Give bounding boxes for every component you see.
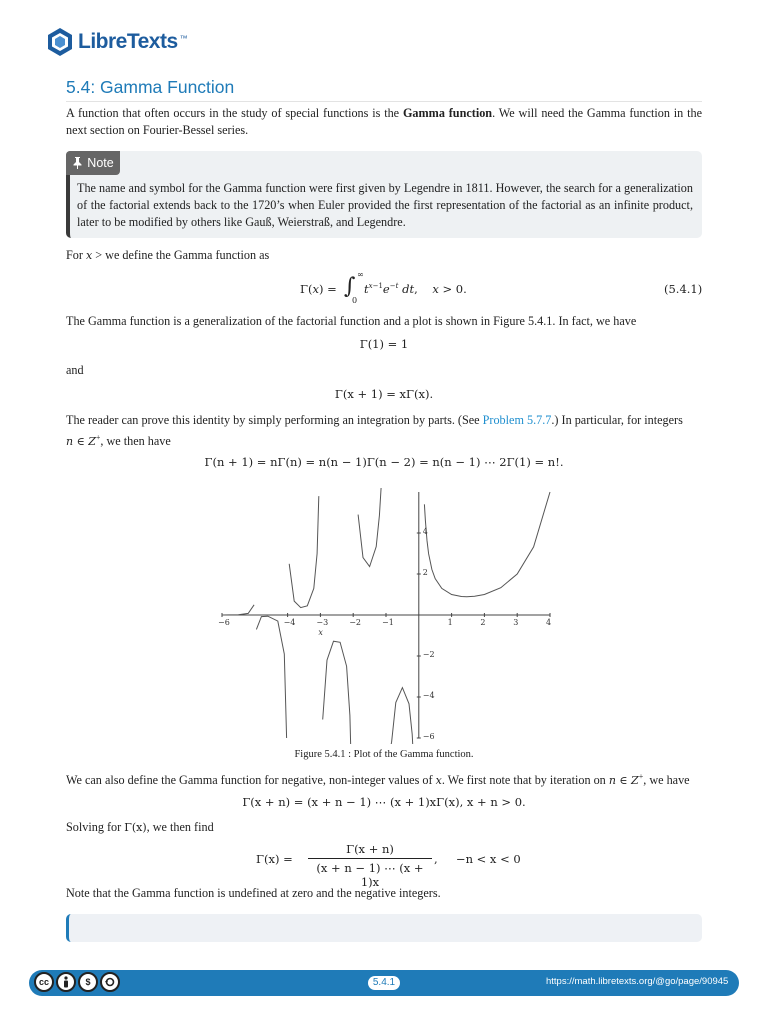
- note-text: The name and symbol for the Gamma function were first given by Legendre in 1811. However, the search for a generalization of the factorial extends back to the 1720’s when Euler provided the first representation of the factorial as an infinite product, later to be modified by others like Gauß, Weierstraß, and Legendre.: [77, 181, 693, 229]
- problem-link[interactable]: Problem 5.7.7: [482, 413, 552, 427]
- page-title: 5.4: Gamma Function: [66, 77, 235, 97]
- equation-recurrence: Γ(x + 1) = xΓ(x).: [334, 387, 434, 401]
- page-number-badge: 5.4.1: [368, 976, 400, 990]
- x-tick-label: 3: [513, 618, 519, 627]
- x-tick-label: −2: [349, 618, 361, 627]
- y-tick-label: 2: [422, 568, 428, 577]
- y-tick-label: −2: [422, 650, 435, 659]
- libretexts-logo-icon: [46, 27, 74, 57]
- integration-paragraph: The reader can prove this identity by simply performing an integration by parts. (See Problem 5.7.7.) In particular, for integers n ∈ Z+, we then have: [66, 413, 683, 449]
- bottom-callout-box: [66, 914, 702, 942]
- pin-icon: [72, 157, 83, 169]
- plot-labels: [210, 488, 560, 744]
- x-tick-label: 4: [546, 618, 552, 627]
- and-text: and: [66, 363, 84, 377]
- equation-iteration: Γ(x + n) = (x + n − 1) ⋯ (x + 1)xΓ(x), x + n > 0.: [242, 795, 526, 809]
- x-tick-label: −4: [283, 618, 296, 627]
- y-tick-label: −4: [422, 691, 435, 700]
- figure-caption: Figure 5.4.1 : Plot of the Gamma function.: [294, 749, 474, 760]
- brand-tm: ™: [179, 33, 188, 43]
- note-label: Note: [87, 156, 114, 170]
- gamma-bold: Gamma function: [402, 106, 493, 120]
- equation-number: (5.4.1): [664, 282, 703, 296]
- x-axis-label: x: [318, 628, 323, 637]
- x-tick-label: −1: [382, 618, 394, 627]
- negative-values-paragraph: We can also define the Gamma function for negative, non-integer values of x. We first note that by iteration on n ∈ Z+, we have: [66, 772, 690, 788]
- equation-5-4-1: Γ(x) = ∫ ∞ 0 $t^{x-1}e^{-t}$ dt, x > 0.: [300, 270, 467, 305]
- y-tick-label: 4: [422, 527, 428, 536]
- x-tick-label: 1: [447, 618, 453, 627]
- license-badges[interactable]: [34, 972, 120, 992]
- y-tick-label: −6: [422, 732, 435, 741]
- undefined-paragraph: Note that the Gamma function is undefined at zero and the negative integers.: [66, 886, 441, 900]
- brand-name: LibreTexts: [78, 30, 178, 53]
- note-tab: [66, 151, 120, 175]
- sa-icon: [100, 972, 120, 992]
- definition-intro: For x > we define the Gamma function as: [66, 248, 270, 262]
- cc-icon: cc: [34, 972, 54, 992]
- equation-gamma-one: Γ(1) = 1: [359, 337, 409, 351]
- libretexts-logo[interactable]: [46, 27, 188, 57]
- intro-paragraph: A function that often occurs in the study of special functions is the Gamma function. We will need the Gamma function in the next section on Fourier-Bessel series.: [66, 106, 702, 137]
- equation-solved: Γ(x) = Γ(x + n) (x + n − 1) ⋯ (x + 1)x , −n < x < 0: [256, 842, 521, 889]
- by-icon: [56, 972, 76, 992]
- nc-icon: $: [78, 972, 98, 992]
- equation-factorial: Γ(n + 1) = nΓ(n) = n(n − 1)Γ(n − 2) = n(n − 1) ⋯ 2Γ(1) = n!.: [204, 455, 564, 469]
- x-tick-label: −6: [218, 618, 230, 627]
- footer-url[interactable]: https://math.libretexts.org/@go/page/90945: [546, 976, 729, 987]
- solving-paragraph: Solving for Γ(x), we then find: [66, 820, 214, 834]
- x-tick-label: −3: [316, 618, 329, 627]
- title-divider: [66, 101, 702, 102]
- x-tick-label: 2: [480, 618, 486, 627]
- generalization-paragraph: The Gamma function is a generalization of the factorial function and a plot is shown in Figure 5.4.1. In fact, we have: [66, 314, 637, 328]
